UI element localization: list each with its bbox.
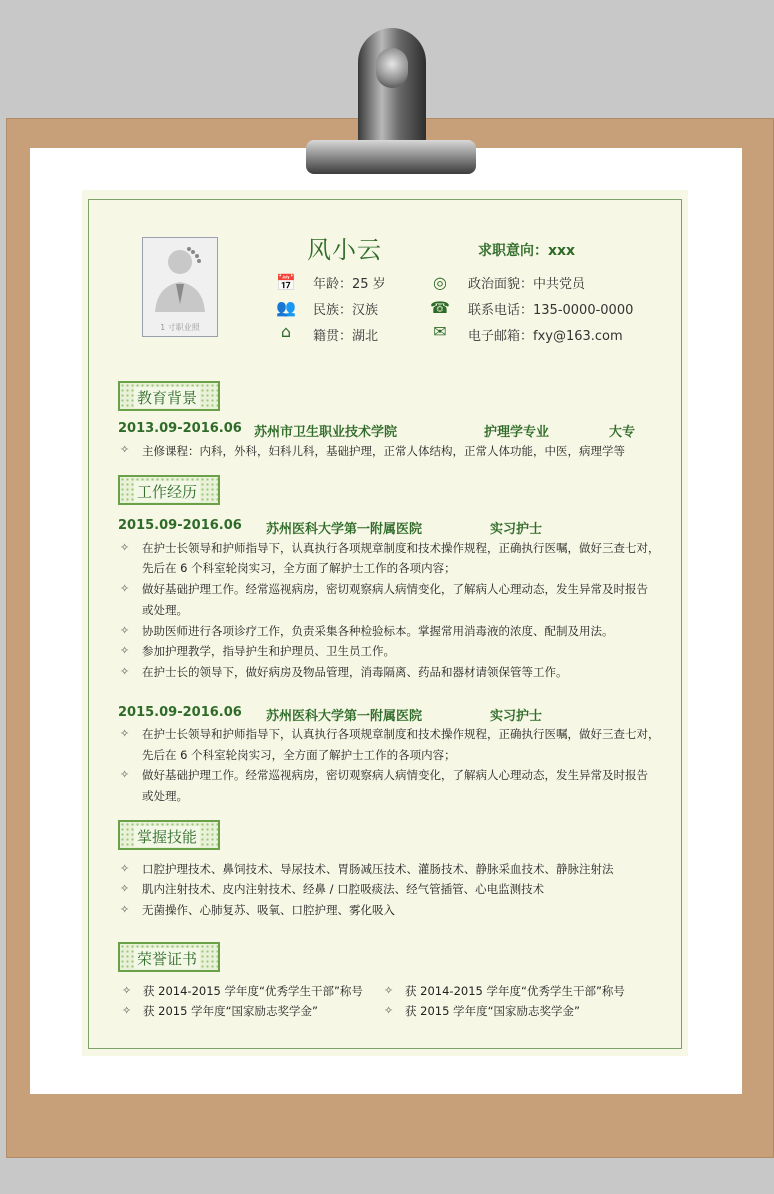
- section-title: 荣誉证书: [134, 948, 200, 969]
- skill-line: 口腔护理技术、鼻饲技术、导尿技术、胃肠减压技术、灌肠技术、静脉采血技术、静脉注射法: [142, 862, 614, 876]
- work-line: 做好基础护理工作。经常巡视病房，密切观察病人病情变化，了解病人心理动态，发生异常及时报告: [142, 768, 648, 782]
- edu-major: 护理学专业: [484, 425, 550, 440]
- candidate-name: 风小云: [307, 236, 382, 264]
- work-line: 先后在 6 个科室轮岗实习，全方面了解护士工作的各项内容；: [142, 561, 456, 575]
- bullet-icon: ✧: [120, 903, 130, 916]
- ethnicity: 民族：汉族: [313, 303, 379, 318]
- work-role: 实习护士: [490, 522, 543, 537]
- bullet-icon: ✧: [120, 882, 130, 895]
- binder-clip-hole: [376, 48, 408, 88]
- profile-photo: [142, 237, 218, 337]
- section-honors: [118, 942, 220, 972]
- bullet-icon: ✧: [120, 582, 130, 595]
- honor-item: 获 2015 学年度“国家励志奖学金”: [405, 1004, 580, 1018]
- work-line: 在护士长领导和护师指导下，认真执行各项规章制度和技术操作规程，正确执行医嘱，做好三查七对，: [142, 727, 660, 741]
- bullet-icon: ✧: [122, 1004, 132, 1017]
- political-status: 政治面貌：中共党员: [468, 277, 586, 292]
- bullet-icon: ✧: [120, 768, 130, 781]
- bullet-icon: ✧: [120, 624, 130, 637]
- bullet-icon: ✧: [384, 1004, 394, 1017]
- bullet-icon: ✧: [122, 984, 132, 997]
- work-line: 或处理。: [142, 789, 188, 803]
- skill-line: 肌内注射技术、皮内注射技术、经鼻 / 口腔吸痰法、经气管插管、心电监测技术: [142, 882, 545, 896]
- section-skills: [118, 820, 220, 850]
- mail-icon: ✉: [433, 322, 447, 341]
- honor-item: 获 2014-2015 学年度“优秀学生干部”称号: [143, 984, 363, 998]
- bullet-icon: ✧: [120, 443, 130, 456]
- home-icon: ⌂: [280, 322, 292, 341]
- honor-item: 获 2015 学年度“国家励志奖学金”: [143, 1004, 318, 1018]
- work-line: 在护士长领导和护师指导下，认真执行各项规章制度和技术操作规程，正确执行医嘱，做好三查七对，: [142, 541, 660, 555]
- bullet-icon: ✧: [120, 644, 130, 657]
- work-line: 先后在 6 个科室轮岗实习，全方面了解护士工作的各项内容；: [142, 748, 456, 762]
- section-education: [118, 381, 220, 411]
- section-title: 教育背景: [134, 387, 200, 408]
- binder-clip-icon: [358, 28, 426, 148]
- honor-item: 获 2014-2015 学年度“优秀学生干部”称号: [405, 984, 625, 998]
- work-line: 做好基础护理工作。经常巡视病房，密切观察病人病情变化，了解病人心理动态，发生异常及时报告: [142, 582, 648, 596]
- avatar-icon: [143, 238, 217, 318]
- work-org: 苏州医科大学第一附属医院: [266, 709, 423, 724]
- skill-line: 无菌操作、心肺复苏、吸氧、口腔护理、雾化吸入: [142, 903, 395, 917]
- age: 年龄：25 岁: [313, 277, 386, 292]
- edu-school: 苏州市卫生职业技术学院: [254, 425, 398, 440]
- work-line: 或处理。: [142, 603, 188, 617]
- bullet-icon: ✧: [120, 665, 130, 678]
- work-line: 参加护理教学，指导护生和护理员、卫生员工作。: [142, 644, 395, 658]
- location-icon: ◎: [433, 273, 447, 292]
- section-title: 工作经历: [134, 481, 200, 502]
- job-intent: 求职意向：xxx: [478, 243, 576, 259]
- hometown: 籍贯：湖北: [313, 329, 379, 344]
- photo-caption: 1 寸职业照: [160, 323, 200, 332]
- edu-period: 2013.09-2016.06: [118, 421, 242, 436]
- bullet-icon: ✧: [120, 862, 130, 875]
- bullet-icon: ✧: [120, 727, 130, 740]
- work-line: 协助医师进行各项诊疗工作，负责采集各种检验标本。掌握常用消毒液的浓度、配制及用法。: [142, 624, 614, 638]
- bullet-icon: ✧: [120, 541, 130, 554]
- section-title: 掌握技能: [134, 826, 200, 847]
- edu-degree: 大专: [609, 425, 636, 440]
- work-role: 实习护士: [490, 709, 543, 724]
- work-org: 苏州医科大学第一附属医院: [266, 522, 423, 537]
- email: 电子邮箱：fxy@163.com: [468, 329, 623, 344]
- section-work: [118, 475, 220, 505]
- bullet-icon: ✧: [384, 984, 394, 997]
- binder-clip-base: [306, 140, 476, 174]
- edu-courses: 主修课程：内科，外科，妇科儿科，基础护理，正常人体结构，正常人体功能，中医，病理学等: [142, 444, 625, 458]
- work-line: 在护士长的领导下，做好病房及物品管理，消毒隔离、药品和器材请领保管等工作。: [142, 665, 568, 679]
- work-period: 2015.09-2016.06: [118, 518, 242, 533]
- phone: 联系电话：135-0000-0000: [468, 303, 634, 318]
- phone-icon: ☎: [430, 298, 450, 317]
- calendar-icon: 📅: [276, 273, 296, 292]
- people-icon: 👥: [276, 298, 296, 317]
- work-period: 2015.09-2016.06: [118, 705, 242, 720]
